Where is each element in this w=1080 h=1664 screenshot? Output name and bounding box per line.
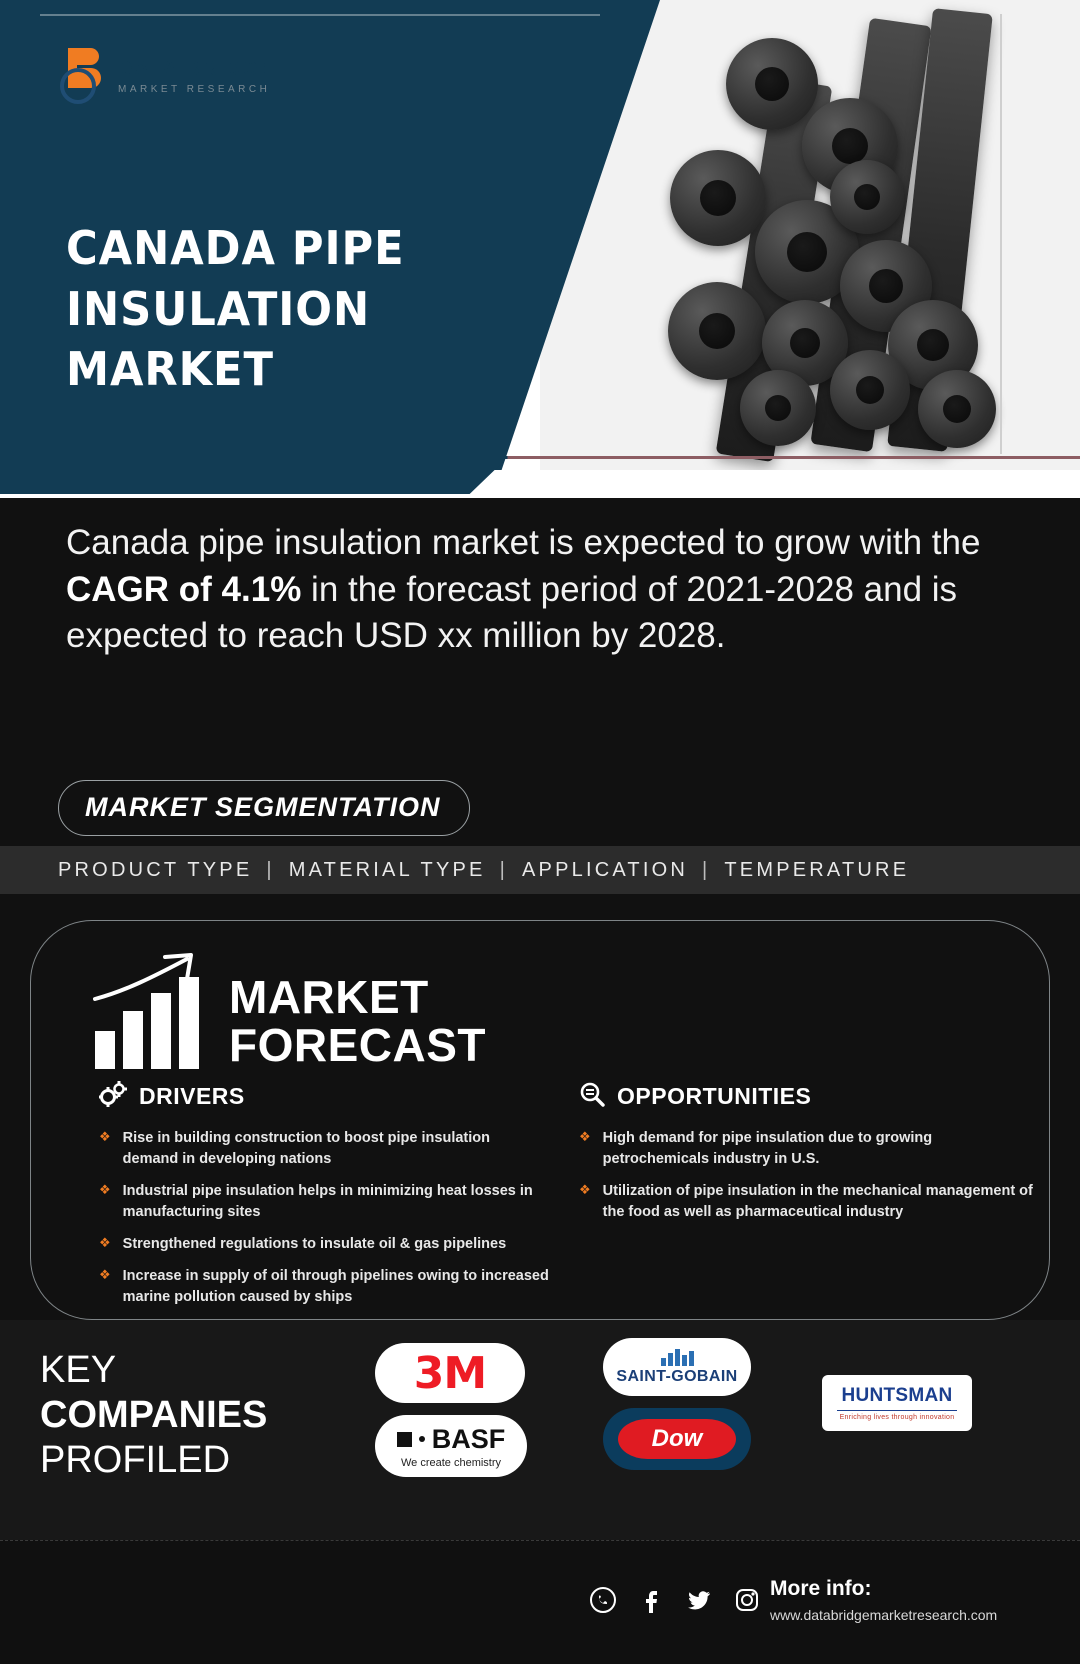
website-url[interactable]: www.databridgemarketresearch.com	[770, 1607, 998, 1623]
key-companies-line2: COMPANIES	[40, 1393, 268, 1436]
logo-dow-text: Dow	[651, 1425, 703, 1452]
intro-after: in the forecast period of 2021-2028 and is expected to reach USD xx million by 2028.	[66, 569, 958, 656]
segment-temperature: TEMPERATURE	[724, 858, 910, 881]
more-info-label: More info:	[770, 1577, 872, 1600]
logo-saint-gobain	[603, 1338, 751, 1396]
list-item	[99, 1266, 549, 1308]
gears-icon	[99, 1081, 127, 1112]
driver-text: Increase in supply of oil through pipelines owing to increased marine pollution caused by ships	[122, 1268, 549, 1306]
brand-logo	[60, 48, 275, 104]
saint-gobain-skyline-icon	[661, 1349, 694, 1366]
segment-separator: |	[499, 858, 508, 881]
basf-square-icon	[397, 1432, 412, 1447]
intro-highlight: CAGR of 4.1%	[66, 569, 302, 609]
segment-separator: |	[701, 858, 711, 881]
drivers-label: DRIVERS	[139, 1083, 245, 1109]
bar-chart-growth-icon	[91, 951, 211, 1069]
forecast-title-line2: FORECAST	[229, 1018, 486, 1071]
list-item	[579, 1181, 1039, 1223]
opportunities-column	[579, 1081, 1039, 1234]
logo-3m-text: 3M	[413, 1347, 487, 1399]
market-forecast-header	[91, 951, 486, 1069]
key-companies-section	[0, 1320, 1080, 1540]
opportunity-text: Utilization of pipe insulation in the mechanical management of the food as well as pharmaceutical industry	[602, 1183, 1033, 1221]
segment-product-type: PRODUCT TYPE	[58, 858, 253, 881]
forecast-title-line1: MARKET	[229, 971, 429, 1024]
intro-before: Canada pipe insulation market is expected to grow with the	[66, 523, 981, 562]
page-title: CANADA PIPE INSULATION MARKET	[66, 221, 405, 397]
logo-dow	[603, 1408, 751, 1470]
logo-huntsman-text: HUNTSMAN	[841, 1385, 953, 1406]
segmentation-bar	[0, 846, 1080, 894]
intro-paragraph	[0, 498, 1080, 660]
key-companies-line3: PROFILED	[40, 1438, 231, 1481]
basf-dot-icon	[419, 1436, 425, 1442]
key-companies-line1: KEY	[40, 1349, 117, 1391]
hero-panel-accent	[0, 460, 505, 494]
social-links[interactable]	[590, 1587, 760, 1613]
more-info	[770, 1577, 997, 1623]
bullet-icon: ❖	[99, 1182, 111, 1198]
logo-basf-text: BASF	[431, 1423, 506, 1454]
bullet-icon: ❖	[99, 1235, 111, 1251]
segment-separator: |	[266, 858, 275, 881]
list-item	[579, 1128, 1039, 1170]
logo-huntsman-sub: Enriching lives through innovation	[839, 1414, 955, 1421]
opportunities-label: OPPORTUNITIES	[617, 1083, 812, 1109]
footer	[0, 1540, 1080, 1664]
logo-basf-sub: We create chemistry	[400, 1456, 502, 1469]
bullet-icon: ❖	[579, 1129, 591, 1144]
facebook-icon[interactable]	[638, 1587, 664, 1613]
drivers-list	[99, 1128, 549, 1308]
drivers-column	[99, 1081, 549, 1319]
magnifier-icon	[579, 1081, 605, 1112]
list-item	[99, 1234, 549, 1255]
data-bridge-logo-icon	[60, 48, 106, 104]
twitter-icon[interactable]	[686, 1587, 712, 1613]
market-segmentation-label: MARKET SEGMENTATION	[85, 792, 441, 822]
logo-huntsman	[822, 1375, 972, 1431]
bullet-icon: ❖	[99, 1267, 111, 1283]
brand-tagline: MARKET RESEARCH	[118, 83, 271, 95]
logo-basf	[375, 1415, 527, 1477]
bullet-icon: ❖	[99, 1129, 111, 1144]
logo-saint-gobain-text: SAINT-GOBAIN	[616, 1367, 738, 1385]
segment-application: APPLICATION	[522, 858, 688, 881]
hero-divider	[40, 14, 600, 16]
key-companies-label	[40, 1348, 267, 1482]
driver-text: Rise in building construction to boost pipe insulation demand in developing nations	[122, 1130, 490, 1168]
opportunity-text: High demand for pipe insulation due to growing petrochemicals industry in U.S.	[602, 1130, 933, 1168]
driver-text: Strengthened regulations to insulate oil & gas pipelines	[122, 1236, 507, 1253]
whatsapp-icon[interactable]	[590, 1587, 616, 1613]
brand-name: DATA BRIDGE	[118, 57, 276, 80]
market-forecast-card	[30, 920, 1050, 1320]
market-segmentation-heading	[58, 780, 470, 836]
instagram-icon[interactable]	[734, 1587, 760, 1613]
logo-3m	[375, 1343, 525, 1403]
segment-material-type: MATERIAL TYPE	[288, 858, 486, 881]
hero-bottom-rule	[0, 456, 1080, 459]
list-item	[99, 1181, 549, 1223]
hero-section	[0, 0, 1080, 498]
driver-text: Industrial pipe insulation helps in minimizing heat losses in manufacturing sites	[122, 1183, 533, 1221]
list-item	[99, 1128, 549, 1170]
bullet-icon: ❖	[579, 1182, 591, 1198]
opportunities-list	[579, 1128, 1039, 1223]
